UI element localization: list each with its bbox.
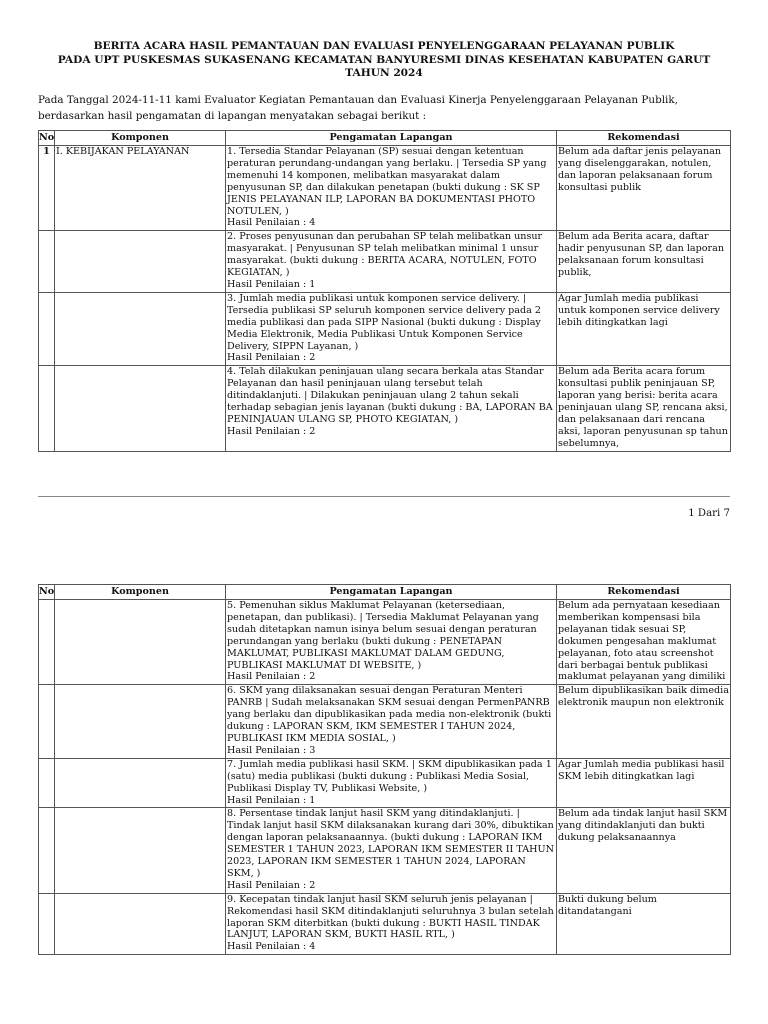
header-rekomendasi: Rekomendasi bbox=[557, 585, 731, 600]
cell-no bbox=[39, 808, 55, 893]
pengamatan-text: 2. Proses penyusunan dan perubahan SP telah melibatkan unsur masyarakat. | Penyusunan SP telah melibatkan minimal 1 unsur masyarakat. (bukti dukung : BERITA ACARA, NOTULEN, FOTO KEGIATAN, ) bbox=[227, 231, 543, 279]
header-komponen: Komponen bbox=[55, 585, 226, 600]
header-komponen: Komponen bbox=[55, 131, 226, 146]
cell-pengamatan bbox=[226, 292, 557, 365]
table-row bbox=[39, 366, 731, 451]
cell-rekomendasi: Agar Jumlah media publikasi hasil SKM lebih ditingkatkan lagi bbox=[557, 758, 731, 808]
cell-rekomendasi: Agar Jumlah media publikasi untuk komponen service delivery lebih ditingkatkan lagi bbox=[557, 292, 731, 365]
cell-pengamatan bbox=[226, 808, 557, 893]
hasil-penilaian: Hasil Penilaian : 1 bbox=[227, 278, 316, 290]
hasil-penilaian: Hasil Penilaian : 4 bbox=[227, 941, 316, 953]
page-number: 1 Dari 7 bbox=[688, 508, 730, 519]
table-row bbox=[39, 893, 731, 955]
header-pengamatan: Pengamatan Lapangan bbox=[226, 131, 557, 146]
cell-rekomendasi: Bukti dukung belum ditandatangani bbox=[557, 893, 731, 955]
evaluation-table-page-2 bbox=[38, 584, 731, 955]
hasil-penilaian: Hasil Penilaian : 2 bbox=[227, 425, 316, 437]
pengamatan-text: 9. Kecepatan tindak lanjut hasil SKM seluruh jenis pelayanan | Rekomendasi hasil SKM ditindaklanjuti seluruhnya 3 bulan setelah laporan SKM diterbitkan (bukti dukung : BUKTI HASIL TINDAK LANJUT, LAPORAN SKM, BUKTI HASIL RTL, ) bbox=[227, 893, 554, 941]
cell-pengamatan bbox=[226, 231, 557, 293]
cell-no bbox=[39, 893, 55, 955]
hasil-penilaian: Hasil Penilaian : 2 bbox=[227, 879, 316, 891]
pengamatan-text: 7. Jumlah media publikasi hasil SKM. | SKM dipublikasikan pada 1 (satu) media publikasi (bukti dukung : Publikasi Media Sosial, Publikasi Display TV, Publikasi Website, ) bbox=[227, 758, 552, 794]
header-no: No bbox=[39, 585, 55, 600]
cell-pengamatan bbox=[226, 685, 557, 758]
table-row bbox=[39, 146, 731, 231]
cell-komponen: I. KEBIJAKAN PELAYANAN bbox=[55, 146, 226, 231]
cell-pengamatan bbox=[226, 600, 557, 685]
hasil-penilaian: Hasil Penilaian : 2 bbox=[227, 352, 316, 364]
cell-no bbox=[39, 685, 55, 758]
header-rekomendasi: Rekomendasi bbox=[557, 131, 731, 146]
cell-komponen bbox=[55, 292, 226, 365]
cell-komponen bbox=[55, 758, 226, 808]
pengamatan-text: 5. Pemenuhan siklus Maklumat Pelayanan (ketersediaan, penetapan, dan publikasi). | Tersedia Maklumat Pelayanan yang sudah ditetapkan namun isinya belum sesuai dengan peraturan perundangan yang berlaku (bukti dukung : PENETAPAN MAKLUMAT, PUBLIKASI MAKLUMAT DALAM GEDUNG, PUBLIKASI MAKLUMAT DI WEBSITE, ) bbox=[227, 600, 539, 671]
table-header-row bbox=[39, 131, 731, 146]
hasil-penilaian: Hasil Penilaian : 4 bbox=[227, 217, 316, 229]
cell-pengamatan bbox=[226, 146, 557, 231]
cell-pengamatan bbox=[226, 366, 557, 451]
pengamatan-text: 1. Tersedia Standar Pelayanan (SP) sesuai dengan ketentuan peraturan perundang-undangan yang berlaku. | Tersedia SP yang memenuhi 14 komponen, melibatkan masyarakat dalam penyusunan SP, dan dilakukan penetapan (bukti dukung : SK SP JENIS PELAYANAN ILP, LAPORAN BA DOKUMENTASI PHOTO NOTULEN, ) bbox=[227, 146, 547, 217]
title-line-1: BERITA ACARA HASIL PEMANTAUAN DAN EVALUASI PENYELENGGARAAN PELAYANAN PUBLIK bbox=[93, 40, 675, 52]
cell-rekomendasi: Belum ada tindak lanjut hasil SKM yang ditindaklanjuti dan bukti dukung pelaksanaannya bbox=[557, 808, 731, 893]
cell-pengamatan bbox=[226, 893, 557, 955]
pengamatan-text: 8. Persentase tindak lanjut hasil SKM yang ditindaklanjuti. | Tindak lanjut hasil SKM dilaksanakan kurang dari 30%, dibuktikan dengan laporan pelaksanaannya. (bukti dukung : LAPORAN IKM SEMESTER 1 TAHUN 2023, LAPORAN IKM SEMESTER II TAHUN 2023, LAPORAN IKM SEMESTER 1 TAHUN 2024, LAPORAN SKM, ) bbox=[227, 808, 554, 879]
cell-komponen bbox=[55, 231, 226, 293]
cell-no bbox=[39, 292, 55, 365]
page-divider bbox=[38, 496, 730, 497]
cell-no: 1 bbox=[39, 146, 55, 231]
cell-rekomendasi: Belum ada pernyataan kesediaan memberikan kompensasi bila pelayanan tidak sesuai SP, dokumen pengesahan maklumat pelayanan, foto atau screenshot dari berbagai bentuk publikasi maklumat pelayanan yang dimiliki bbox=[557, 600, 731, 685]
cell-no bbox=[39, 231, 55, 293]
table-row bbox=[39, 808, 731, 893]
title-line-3: TAHUN 2024 bbox=[345, 67, 423, 80]
table-header-row bbox=[39, 585, 731, 600]
hasil-penilaian: Hasil Penilaian : 2 bbox=[227, 671, 316, 683]
cell-rekomendasi: Belum dipublikasikan baik dimedia elektronik maupun non elektronik bbox=[557, 685, 731, 758]
hasil-penilaian: Hasil Penilaian : 1 bbox=[227, 794, 316, 806]
document-title bbox=[38, 40, 730, 81]
cell-komponen bbox=[55, 600, 226, 685]
cell-no bbox=[39, 600, 55, 685]
evaluation-table-page-1 bbox=[38, 130, 731, 452]
cell-no bbox=[39, 758, 55, 808]
table-row bbox=[39, 600, 731, 685]
cell-komponen bbox=[55, 685, 226, 758]
table-row bbox=[39, 231, 731, 293]
cell-komponen bbox=[55, 808, 226, 893]
pengamatan-text: 3. Jumlah media publikasi untuk komponen service delivery. | Tersedia publikasi SP seluruh komponen service delivery pada 2 media publikasi dan pada SIPP Nasional (bukti dukung : Display Media Elektronik, Media Publikasi Untuk Komponen Service Delivery, SIPPN Layanan, ) bbox=[227, 292, 542, 352]
cell-no bbox=[39, 366, 55, 451]
cell-komponen bbox=[55, 893, 226, 955]
table-row bbox=[39, 758, 731, 808]
table-row bbox=[39, 292, 731, 365]
cell-pengamatan bbox=[226, 758, 557, 808]
cell-komponen bbox=[55, 366, 226, 451]
cell-rekomendasi: Belum ada Berita acara, daftar hadir penyusunan SP, dan laporan pelaksanaan forum konsultasi publik, bbox=[557, 231, 731, 293]
cell-rekomendasi: Belum ada Berita acara forum konsultasi publik peninjauan SP, laporan yang berisi: berita acara peninjauan ulang SP, rencana aksi, dan pelaksanaan dari rencana aksi, laporan penyusunan sp tahun sebelumnya, bbox=[557, 366, 731, 451]
hasil-penilaian: Hasil Penilaian : 3 bbox=[227, 744, 316, 756]
pengamatan-text: 4. Telah dilakukan peninjauan ulang secara berkala atas Standar Pelayanan dan hasil peninjauan ulang tersebut telah ditindaklanjuti. | Dilakukan peninjauan ulang 2 tahun sekali terhadap sebagian jenis layanan (bukti dukung : BA, LAPORAN BA PENINJAUAN ULANG SP, PHOTO KEGIATAN, ) bbox=[227, 366, 553, 425]
cell-rekomendasi: Belum ada daftar jenis pelayanan yang diselenggarakan, notulen, dan laporan pelaksanaan forum konsultasi publik bbox=[557, 146, 731, 231]
table-row bbox=[39, 685, 731, 758]
header-no: No bbox=[39, 131, 55, 146]
pengamatan-text: 6. SKM yang dilaksanakan sesuai dengan Peraturan Menteri PANRB | Sudah melaksanakan SKM sesuai dengan PermenPANRB yang berlaku dan dipublikasikan pada media non-elektronik (bukti dukung : LAPORAN SKM, IKM SEMESTER I TAHUN 2024, PUBLIKASI IKM MEDIA SOSIAL, ) bbox=[227, 685, 552, 744]
header-pengamatan: Pengamatan Lapangan bbox=[226, 585, 557, 600]
title-line-2: PADA UPT PUSKESMAS SUKASENANG KECAMATAN BANYURESMI DINAS KESEHATAN KABUPATEN GARUT bbox=[57, 53, 711, 66]
intro-paragraph: Pada Tanggal 2024-11-11 kami Evaluator Kegiatan Pemantauan dan Evaluasi Kinerja Penyelenggaraan Pelayanan Publik, berdasarkan hasil pengamatan di lapangan menyatakan sebagai berikut : bbox=[38, 94, 678, 122]
